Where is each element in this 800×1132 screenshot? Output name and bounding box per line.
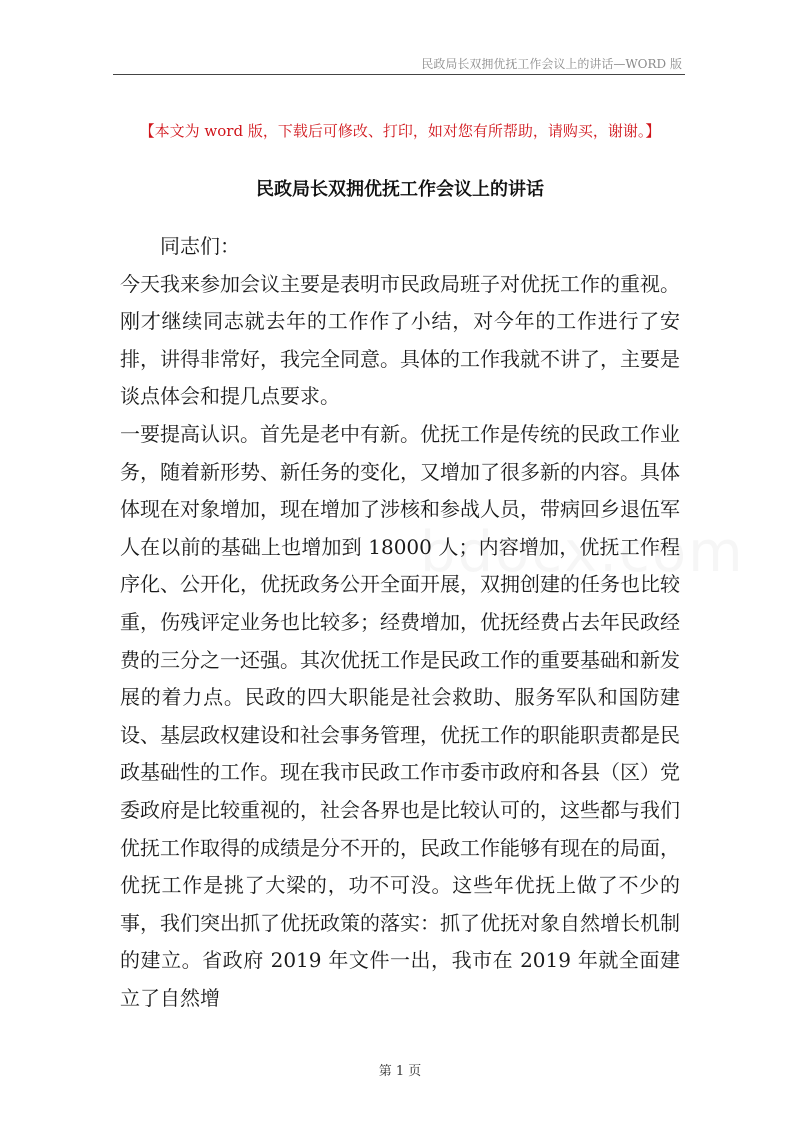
document-body — [120, 228, 680, 1017]
body-paragraph: 今天我来参加会议主要是表明市民政局班子对优抚工作的重视。刚才继续同志就去年的工作作了小结，对今年的工作进行了安排，讲得非常好，我完全同意。具体的工作我就不讲了，主要是谈点体会和提几点要求。 — [120, 271, 680, 409]
header-divider — [113, 74, 685, 75]
body-paragraph: 一要提高认识。首先是老中有新。优抚工作是传统的民政工作业务，随着新形势、新任务的变化，又增加了很多新的内容。具体体现在对象增加，现在增加了涉核和参战人员，带病回乡退伍军人在以前的基础上也增加到 18000 人；内容增加，优抚工作程序化、公开化，优抚政务公开全面开展，双拥创建的任务也比较重，伤残评定业务也比较多；经费增加，优抚经费占去年民政经费的三分之一还强。其次优抚工作是民政工作的重要基础和新发展的着力点。民政的四大职能是社会救助、服务军队和国防建设、基层政权建设和社会事务管理，优抚工作的职能职责都是民政基础性的工作。现在我市民政工作市委市政府和各县（区）党委政府是比较重视的，社会各界也是比较认可的，这些都与我们优抚工作取得的成绩是分不开的，民政工作能够有现在的局面，优抚工作是挑了大梁的，功不可没。这些年优抚上做了不少的事，我们突出抓了优抚政策的落实：抓了优抚对象自然增长机制的建立。省政府 2019 年文件一出，我市在 2019 年就全面建立了自然增 — [120, 421, 680, 1010]
page-number: 第 1 页 — [378, 1064, 422, 1079]
salutation: 同志们： — [160, 234, 240, 258]
download-notice: 【本文为 word 版，下载后可修改、打印，如对您有所帮助，请购买，谢谢。】 — [139, 122, 661, 140]
document-title: 民政局长双拥优抚工作会议上的讲话 — [256, 179, 544, 200]
running-header-title: 民政局长双拥优抚工作会议上的讲话—WORD 版 — [421, 57, 682, 71]
